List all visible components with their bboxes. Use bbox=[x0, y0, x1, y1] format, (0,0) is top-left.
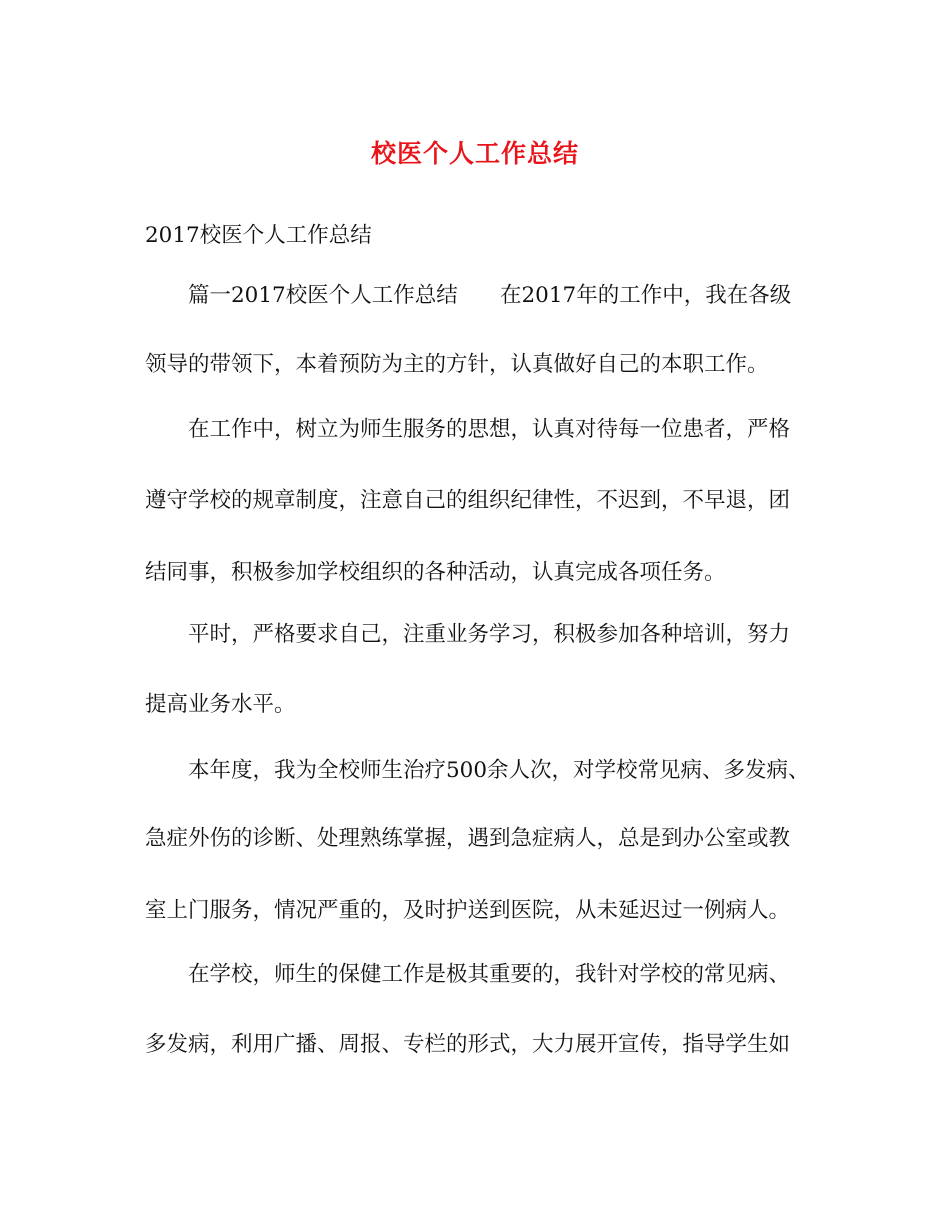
paragraph-line: 提高业务水平。 bbox=[145, 692, 296, 717]
paragraph-line: 急症外伤的诊断、处理熟练掌握，遇到急症病人，总是到办公室或教 bbox=[145, 826, 791, 851]
document-subtitle: 2017校医个人工作总结 bbox=[145, 223, 372, 248]
paragraph-line: 结同事，积极参加学校组织的各种活动，认真完成各项任务。 bbox=[145, 560, 726, 585]
paragraph-line: 本年度，我为全校师生治疗500余人次，对学校常见病、多发病、 bbox=[188, 758, 810, 783]
paragraph-line: 在学校，师生的保健工作是极其重要的，我针对学校的常见病、 bbox=[188, 962, 791, 987]
document-title: 校医个人工作总结 bbox=[370, 139, 579, 168]
paragraph-line: 遵守学校的规章制度，注意自己的组织纪律性，不迟到，不早退，团 bbox=[145, 488, 791, 513]
section-heading: 篇一2017校医个人工作总结 bbox=[188, 283, 458, 308]
paragraph-line: 室上门服务，情况严重的，及时护送到医院，从未延迟过一例病人。 bbox=[145, 898, 791, 923]
paragraph-line: 领导的带领下，本着预防为主的方针，认真做好自己的本职工作。 bbox=[145, 352, 769, 377]
paragraph-line: 在工作中，树立为师生服务的思想，认真对待每一位患者，严格 bbox=[188, 417, 791, 442]
paragraph-line: 在2017年的工作中，我在各级 bbox=[500, 283, 792, 308]
paragraph-line: 多发病，利用广播、周报、专栏的形式，大力展开宣传，指导学生如 bbox=[145, 1032, 791, 1057]
paragraph-line: 平时，严格要求自己，注重业务学习，积极参加各种培训，努力 bbox=[188, 622, 791, 647]
